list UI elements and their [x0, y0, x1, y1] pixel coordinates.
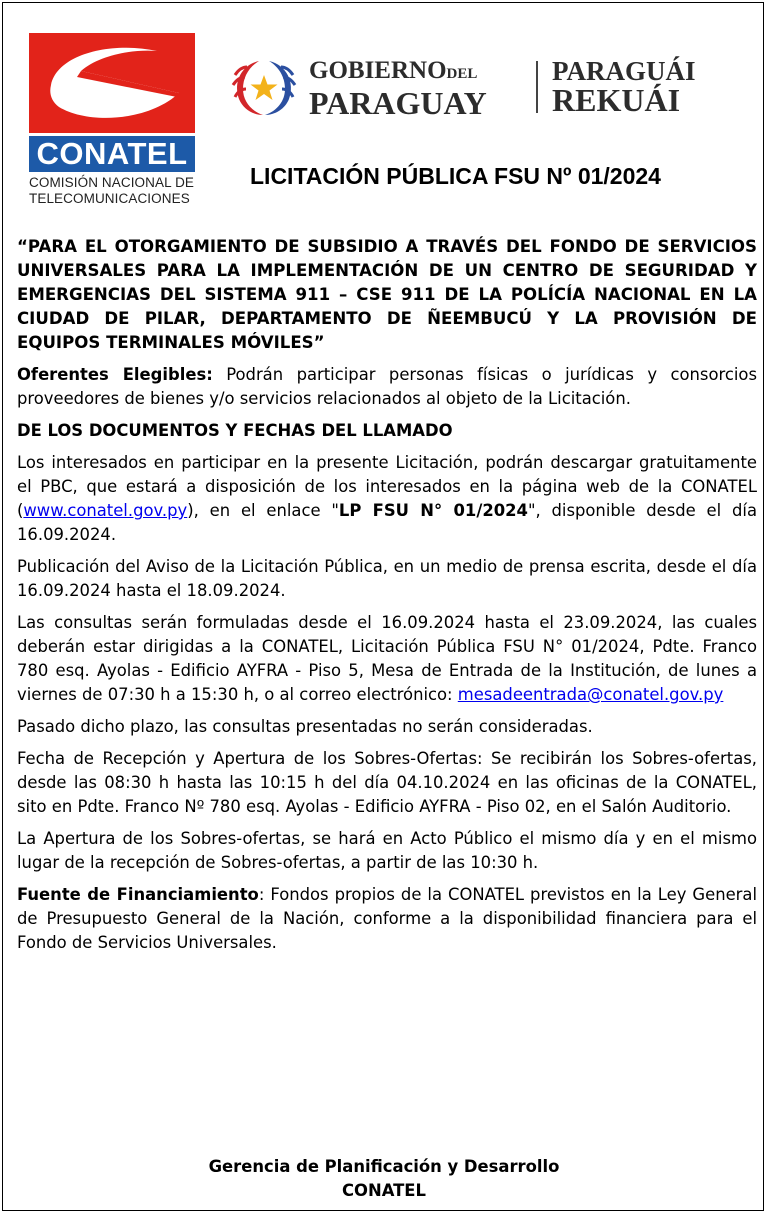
documents-text-a: Los interesados en participar en la presente Licitación, podrán descargar gratuitamente el PBC, que estará a disposición de los interesados en la página web de la CONATEL ( [17, 453, 757, 520]
publicacion-paragraph: Publicación del Aviso de la Licitación Pública, en un medio de prensa escrita, desde el día 16.09.2024 hasta el 18.09.2024. [17, 557, 757, 600]
gobierno-del: DEL [446, 66, 478, 82]
documents-paragraph [17, 451, 757, 547]
conatel-emblem [29, 33, 195, 133]
plazo-paragraph: Pasado dicho plazo, las consultas presentadas no serán consideradas. [17, 717, 593, 736]
notice-frame [2, 2, 764, 1211]
gobierno-paraguay: PARAGUAY [309, 85, 487, 121]
oferentes-paragraph [17, 363, 757, 411]
email-link[interactable]: mesadeentrada@conatel.gov.py [457, 685, 724, 704]
conatel-wordmark: CONATEL [29, 136, 195, 172]
footer-line2: CONATEL [342, 1181, 426, 1200]
conatel-subtitle-line1: COMISIÓN NACIONAL DE [29, 175, 195, 190]
conatel-logo [29, 33, 197, 207]
subject-paragraph: “PARA EL OTORGAMIENTO DE SUBSIDIO A TRAVÉS DEL FONDO DE SERVICIOS UNIVERSALES PARA LA IMPLEMENTACIÓN DE UN CENTRO DE SEGURIDAD Y EMERGENCIAS DEL SISTEMA 911 – CSE 911 DE LA POLÍCÍA NACIONAL EN LA CIUDAD DE PILAR, DEPARTAMENTO DE ÑEEMBUCÚ Y LA PROVISIÓN DE EQUIPOS TERMINALES MÓVILES” [17, 237, 757, 352]
gobierno-word: GOBIERNO [309, 57, 447, 84]
documents-text-c: ", disponible desde el día 16.09.2024. [17, 501, 757, 544]
website-link[interactable]: www.conatel.gov.py [23, 501, 188, 520]
paraguay-emblem-icon [229, 55, 299, 119]
apertura-paragraph: La Apertura de los Sobres-ofertas, se hará en Acto Público el mismo día y en el mismo lugar de la recepción de Sobres-ofertas, a partir de las 10:30 h. [17, 829, 757, 872]
gobierno-divider [536, 61, 538, 113]
section-heading: DE LOS DOCUMENTOS Y FECHAS DEL LLAMADO [17, 421, 453, 440]
oferentes-text: Podrán participar personas físicas o jurídicas y consorcios proveedores de bienes y/o servicios relacionados al objeto de la Licitación. [17, 365, 757, 408]
notice-body [17, 235, 757, 963]
signature-block [3, 1155, 765, 1203]
consultas-text: Las consultas serán formuladas desde el 16.09.2024 hasta el 23.09.2024, las cuales deberán estar dirigidas a la CONATEL, Licitación Pública FSU N° 01/2024, Pdte. Franco 780 esq. Ayolas - Edificio AYFRA - Piso 5, Mesa de Entrada de la Institución, de lunes a viernes de 07:30 h a 15:30 h, o al correo electrónico: [17, 613, 757, 704]
conatel-swoosh-icon [29, 33, 195, 133]
oferentes-label: Oferentes Elegibles: [17, 365, 213, 384]
pbc-link-label: LP FSU N° 01/2024 [338, 501, 528, 520]
gobierno-guarani-text [552, 56, 696, 118]
gobierno-rekuai: REKUÁI [552, 82, 681, 118]
footer-line1: Gerencia de Planificación y Desarrollo [208, 1157, 560, 1176]
documents-text-b: ), en el enlace " [187, 501, 339, 520]
financiamiento-paragraph [17, 883, 757, 955]
gobierno-text [309, 57, 487, 121]
conatel-subtitle-line2: TELECOMUNICACIONES [29, 191, 190, 206]
page-title: LICITACIÓN PÚBLICA FSU Nº 01/2024 [250, 163, 661, 189]
financiamiento-text: : Fondos propios de la CONATEL previstos en la Ley General de Presupuesto General de la Nación, conforme a la disponibilidad financiera para el Fondo de Servicios Universales. [17, 885, 758, 952]
financiamiento-label: Fuente de Financiamiento [17, 885, 259, 904]
gobierno-paraguai: PARAGUÁI [552, 56, 696, 86]
consultas-paragraph [17, 611, 757, 707]
conatel-subtitle [29, 175, 197, 207]
recepcion-paragraph: Fecha de Recepción y Apertura de los Sobres-Ofertas: Se recibirán los Sobres-ofertas, desde las 08:30 h hasta las 10:15 h del día 04.10.2024 en las oficinas de la CONATEL, sito en Pdte. Franco Nº 780 esq. Ayolas - Edificio AYFRA - Piso 02, en el Salón Auditorio. [17, 749, 757, 816]
